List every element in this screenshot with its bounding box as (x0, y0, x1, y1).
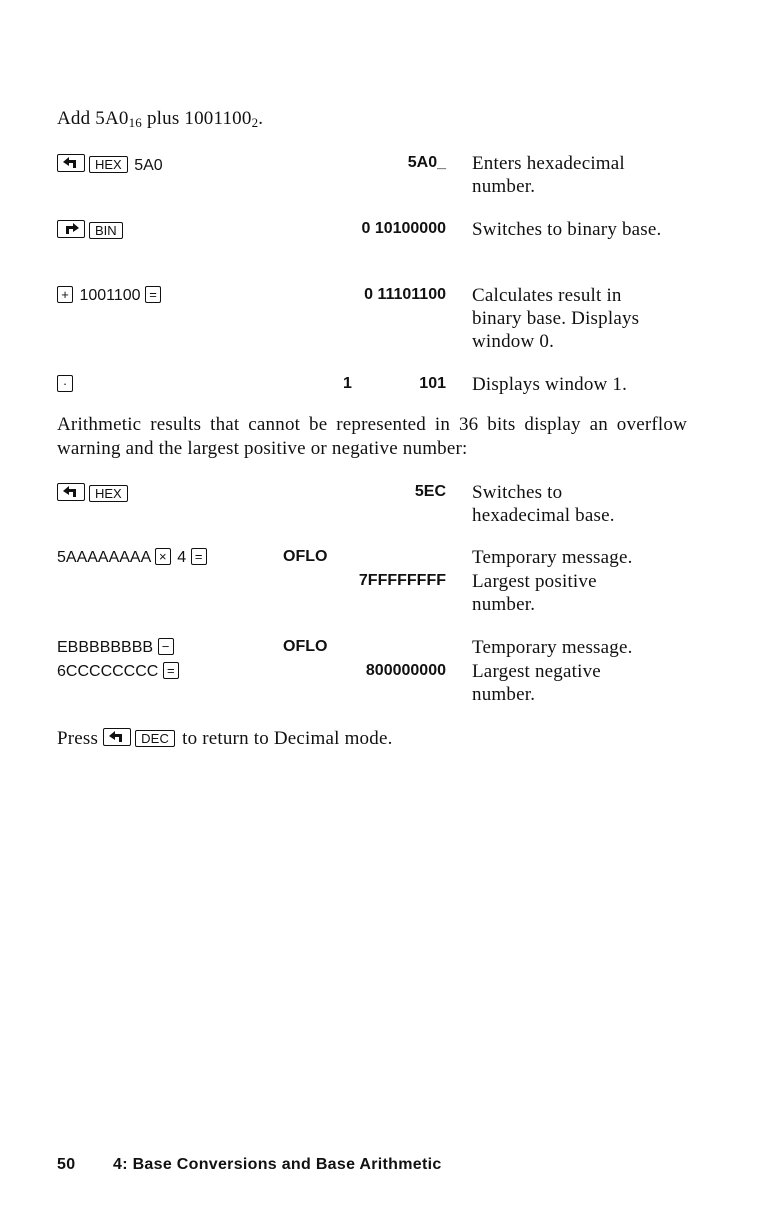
row3-keys: + 1001100 = (57, 286, 163, 305)
row2-desc: Switches to binary base. (472, 219, 662, 240)
dot-key: · (57, 375, 73, 392)
row7-desc2: Largest negative number. (472, 661, 601, 705)
row2-display: 0 10100000 (361, 220, 446, 237)
intro-line: Add $5A0_{16}$ plus $1001100_2$. (57, 108, 264, 130)
row7-keys-a: EBBBBBBBB − (57, 638, 176, 657)
left-shift-icon-2 (57, 483, 85, 501)
equals-key-3: = (163, 662, 179, 679)
row7-desc1: Temporary message. (472, 637, 633, 658)
row4-desc: Displays window 1. (472, 374, 628, 395)
row6-keys: 5AAAAAAAA × 4 = (57, 548, 209, 567)
row4-display-left: 1 (343, 375, 352, 392)
bin-key: BIN (89, 222, 123, 239)
row5-desc: Switches to hexadecimal base. (472, 482, 615, 526)
row5-keys (57, 483, 130, 504)
page-number: 50 (57, 1156, 76, 1173)
left-shift-icon (57, 154, 85, 172)
minus-key: − (158, 638, 174, 655)
plus-key: + (57, 286, 73, 303)
press-line: Press DEC to return to Decimal mode. (57, 728, 393, 749)
row4-keys (57, 375, 75, 394)
row1-display: 5A0_ (407, 154, 446, 171)
row6-display: 7FFFFFFFF (358, 572, 446, 589)
left-shift-icon-3 (103, 728, 131, 746)
overflow-paragraph: Arithmetic results that cannot be represented in 36 bits display an overflow warning and the largest positive or negative number: (57, 414, 687, 459)
equals-key: = (145, 286, 161, 303)
right-shift-icon (57, 220, 85, 238)
row6-desc2: Largest positive number. (472, 571, 597, 615)
equals-key-2: = (191, 548, 207, 565)
dec-key: DEC (135, 730, 175, 747)
hex-key-2: HEX (89, 485, 128, 502)
row6-desc1: Temporary message. (472, 547, 633, 568)
row6-oflo: OFLO (283, 548, 328, 565)
multiply-key: × (155, 548, 171, 565)
row7-oflo: OFLO (283, 638, 328, 655)
row5-display: 5EC (414, 483, 446, 500)
chapter-title: 4: Base Conversions and Base Arithmetic (113, 1156, 442, 1173)
row4-display-right: 101 (419, 375, 446, 392)
row3-desc: Calculates result in binary base. Displays window 0. (472, 285, 640, 352)
row7-keys-b: 6CCCCCCCC = (57, 662, 181, 681)
row7-display: 800000000 (365, 662, 446, 679)
row3-display: 0 11101100 (364, 286, 446, 303)
hex-key: HEX (89, 156, 128, 173)
row1-keys: HEX 5A0 (57, 154, 163, 175)
row1-desc: Enters hexadecimal number. (472, 153, 625, 197)
row2-keys (57, 220, 125, 241)
